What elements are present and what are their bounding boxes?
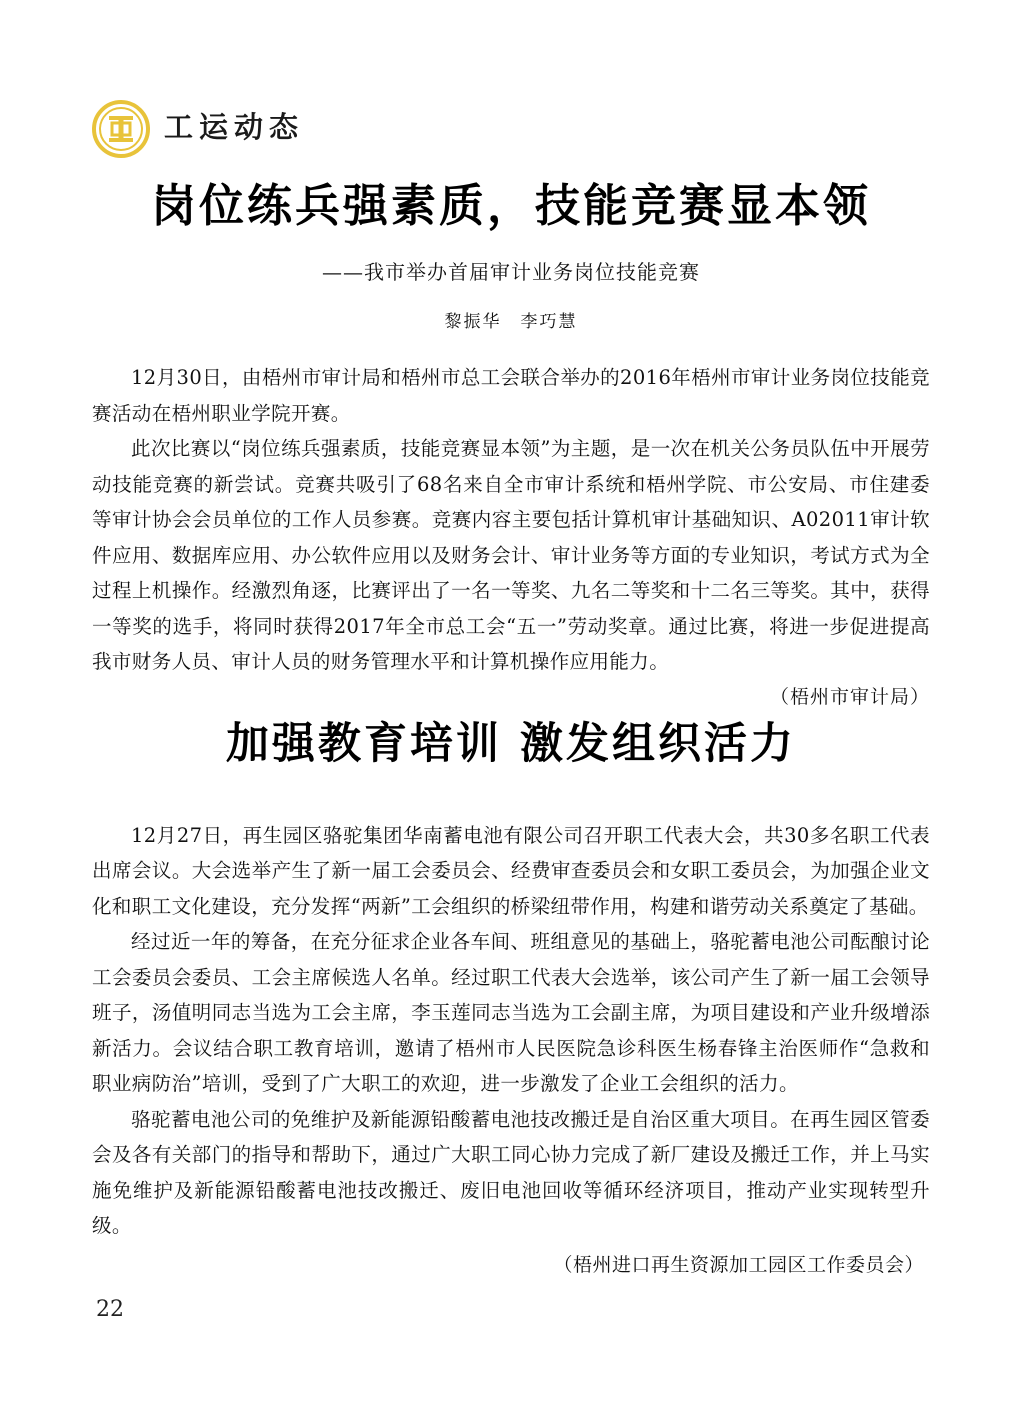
paragraph: 12月30日，由梧州市审计局和梧州市总工会联合举办的2016年梧州市审计业务岗位技能竞赛活动在梧州职业学院开赛。 xyxy=(92,366,930,425)
article-one-byline: 黎振华 李巧慧 xyxy=(444,312,578,333)
article-two-body xyxy=(92,818,930,1277)
article-two-source: （梧州进口再生资源加工园区工作委员会） xyxy=(553,1253,924,1276)
article-one-subhead: ——我市举办首届审计业务岗位技能竞赛 xyxy=(322,260,700,285)
article-one-headline: 岗位练兵强素质，技能竞赛显本领 xyxy=(150,179,871,232)
article-one-source: （梧州市审计局） xyxy=(769,685,930,708)
article-two-headline: 加强教育培训 激发组织活力 xyxy=(226,719,796,769)
paragraph: 此次比赛以“岗位练兵强素质，技能竞赛显本领”为主题，是一次在机关公务员队伍中开展劳动技能竞赛的新尝试。竞赛共吸引了68名来自全市审计系统和梧州学院、市公安局、市住建委等审计协会会员单位的工作人员参赛。竞赛内容主要包括计算机审计基础知识、A02011审计软件应用、数据库应用、办公软件应用以及财务会计、审计业务等方面的专业知识，考试方式为全过程上机操作。经激烈角逐，比赛评出了一名一等奖、九名二等奖和十二名三等奖。其中，获得一等奖的选手，将同时获得2017年全市总工会“五一”劳动奖章。通过比赛，将进一步促进提高我市财务人员、审计人员的财务管理水平和计算机操作应用能力。 xyxy=(92,437,930,674)
article-one-body xyxy=(92,360,930,708)
union-emblem-icon xyxy=(92,100,150,158)
section-banner xyxy=(92,100,304,158)
paragraph: 骆驼蓄电池公司的免维护及新能源铅酸蓄电池技改搬迁是自治区重大项目。在再生园区管委会及各有关部门的指导和帮助下，通过广大职工同心协力完成了新厂建设及搬迁工作，并上马实施免维护及新能源铅酸蓄电池技改搬迁、废旧电池回收等循环经济项目，推动产业实现转型升级。 xyxy=(92,1107,930,1238)
paragraph: 经过近一年的筹备，在充分征求企业各车间、班组意见的基础上，骆驼蓄电池公司酝酿讨论工会委员会委员、工会主席候选人名单。经过职工代表大会选举，该公司产生了新一届工会领导班子，汤值明同志当选为工会主席，李玉莲同志当选为工会副主席，为项目建设和产业升级增添新活力。会议结合职工教育培训，邀请了梧州市人民医院急诊科医生杨春锋主治医师作“急救和职业病防治”培训，受到了广大职工的欢迎，进一步激发了企业工会组织的活力。 xyxy=(92,930,930,1096)
page-number: 22 xyxy=(96,1297,124,1322)
article-one xyxy=(92,178,930,709)
paragraph: 12月27日，再生园区骆驼集团华南蓄电池有限公司召开职工代表大会，共30多名职工代表出席会议。大会选举产生了新一届工会委员会、经费审查委员会和女职工委员会，为加强企业文化和职工文化建设，充分发挥“两新”工会组织的桥梁纽带作用，构建和谐劳动关系奠定了基础。 xyxy=(92,823,930,918)
section-banner-label: 工运动态 xyxy=(164,109,305,144)
article-two xyxy=(92,718,930,1277)
